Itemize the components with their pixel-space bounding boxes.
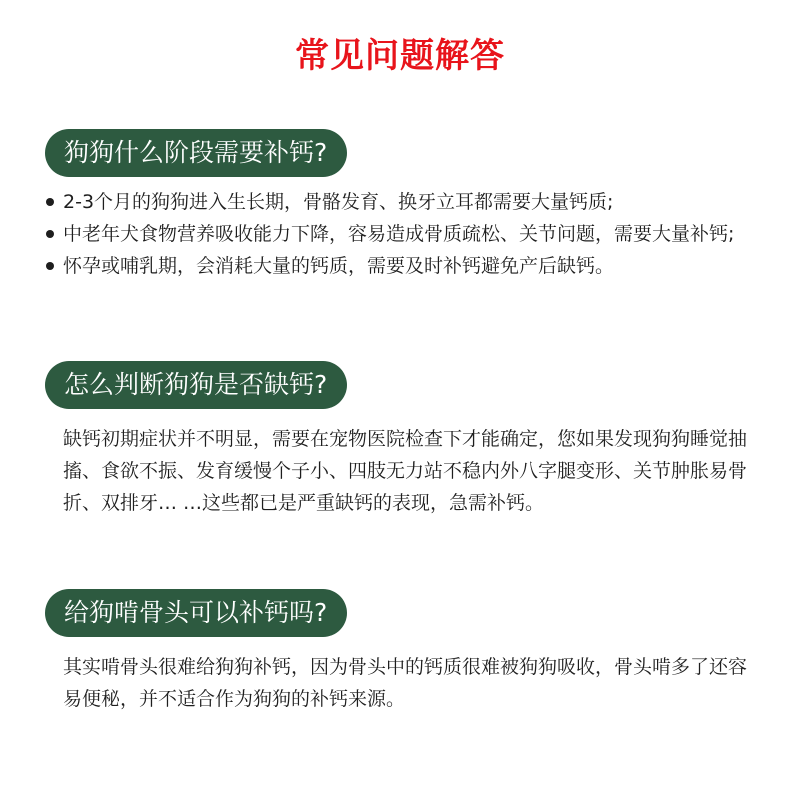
bullet-text: 2-3个月的狗狗进入生长期，骨骼发育、换牙立耳都需要大量钙质;: [63, 191, 614, 213]
bullet-dot-icon: [46, 198, 54, 206]
section-1-question: 狗狗什么阶段需要补钙?: [45, 129, 347, 177]
bullet-dot-icon: [46, 262, 54, 270]
bullet-text: 中老年犬食物营养吸收能力下降，容易造成骨质疏松、关节问题，需要大量补钙;: [63, 223, 735, 245]
bullet-dot-icon: [46, 230, 54, 238]
section-3-question: 给狗啃骨头可以补钙吗?: [45, 589, 347, 637]
list-item: [45, 218, 785, 250]
section-2-question: 怎么判断狗狗是否缺钙?: [45, 361, 347, 409]
bullet-text: 怀孕或哺乳期，会消耗大量的钙质，需要及时补钙避免产后缺钙。: [63, 255, 615, 277]
section-3-answer: 其实啃骨头很难给狗狗补钙，因为骨头中的钙质很难被狗狗吸收，骨头啃多了还容易便秘，并不适合作为狗狗的补钙来源。: [63, 656, 748, 710]
page-title: 常见问题解答: [295, 36, 505, 76]
list-item: [45, 186, 785, 218]
list-item: [45, 250, 785, 282]
section-1-bullet-list: [45, 186, 785, 282]
section-2-answer: 缺钙初期症状并不明显，需要在宠物医院检查下才能确定，您如果发现狗狗睡觉抽搐、食欲不振、发育缓慢个子小、四肢无力站不稳内外八字腿变形、关节肿胀易骨折、双排牙… …这些都已是严重缺钙的表现，急需补钙。: [63, 428, 748, 514]
